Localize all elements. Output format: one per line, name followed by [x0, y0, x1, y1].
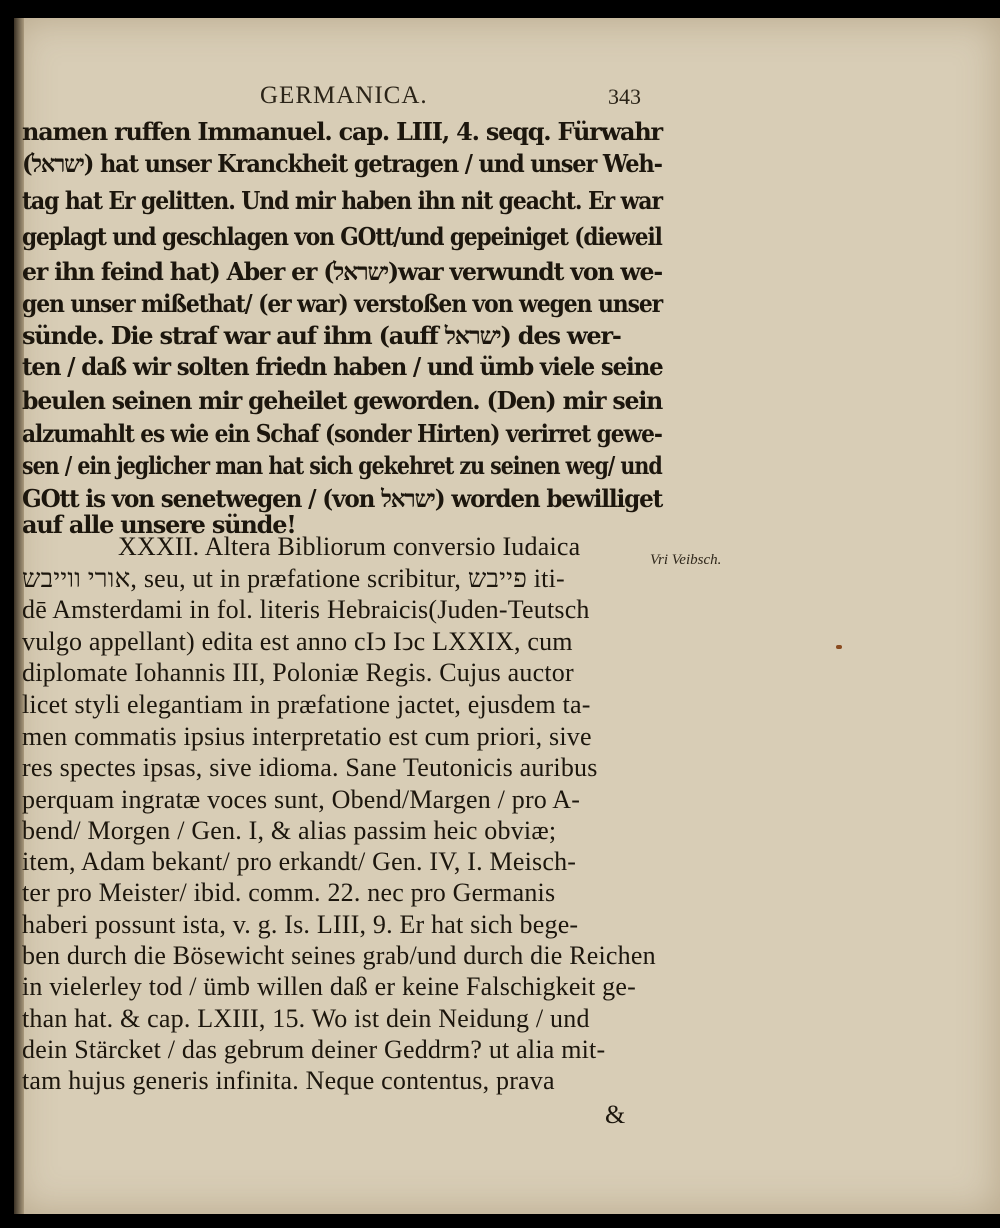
text-line: gen unser mißethat/ (er war) verstoßen von wegen unser	[22, 289, 663, 318]
text-line: men commatis ipsius interpretatio est cum priori, sive	[22, 722, 592, 751]
text-line: geplagt und geschlagen von GOtt/und gepeiniget (dieweil	[22, 222, 662, 251]
paper-speck	[836, 645, 842, 649]
text-line: dein Stärcket / das gebrum deiner Geddrm? ut alia mit-	[22, 1035, 606, 1064]
running-title: GERMANICA.	[260, 82, 428, 109]
margin-note: Vri Veibsch.	[650, 552, 722, 568]
text-line: sünde. Die straf war auf ihm (auff ישראל) des wer-	[22, 321, 621, 350]
text-line: beulen seinen mir geheilet geworden. (Den) mir sein	[22, 386, 663, 415]
text-line: res spectes ipsas, sive idioma. Sane Teutonicis auribus	[22, 753, 598, 782]
text-line: dē Amsterdami in fol. literis Hebraicis(Juden-Teutsch	[22, 595, 590, 624]
page-number: 343	[608, 84, 641, 109]
text-line: (ישראל) hat unser Kranckheit getragen / und unser Weh-	[22, 149, 662, 178]
paragraph-start-line: XXXII. Altera Bibliorum conversio Iudaica	[118, 532, 581, 561]
text-line: tag hat Er gelitten. Und mir haben ihn nit geacht. Er war	[22, 186, 662, 215]
text-line: אורי ווייבש, seu, ut in præfatione scribitur, פייבש iti-	[22, 564, 565, 593]
text-line: item, Adam bekant/ pro erkandt/ Gen. IV, I. Meisch-	[22, 847, 577, 876]
text-line: bend/ Morgen / Gen. I, & alias passim heic obviæ;	[22, 816, 557, 845]
text-line: ben durch die Bösewicht seines grab/und durch die Reichen	[22, 941, 656, 970]
text-line: ter pro Meister/ ibid. comm. 22. nec pro Germanis	[22, 878, 556, 907]
text-line: ten / daß wir solten friedn haben / und ümb viele seine	[22, 352, 663, 381]
text-line: er ihn feind hat) Aber er (ישראל)war verwundt von we-	[22, 257, 662, 286]
text-line: namen ruffen Immanuel. cap. LIII, 4. seqq. Fürwahr	[22, 117, 662, 146]
text-line: in vielerley tod / ümb willen daß er keine Falschigkeit ge-	[22, 972, 636, 1001]
text-line: sen / ein jeglicher man hat sich gekehret zu seinen weg/ und	[22, 451, 662, 480]
catchword: &	[605, 1100, 626, 1129]
text-line: GOtt is von senetwegen / (von ישראל) worden bewilliget	[22, 484, 663, 513]
text-line: haberi possunt ista, v. g. Is. LIII, 9. Er hat sich bege-	[22, 910, 579, 939]
text-line: vulgo appellant) edita est anno cIↄ Iↄc LXXIX, cum	[22, 627, 573, 656]
text-line: alzumahlt es wie ein Schaf (sonder Hirten) verirret gewe-	[22, 419, 662, 448]
text-line: perquam ingratæ voces sunt, Obend/Margen / pro A-	[22, 785, 581, 814]
text-line: licet styli elegantiam in præfatione jactet, ejusdem ta-	[22, 690, 591, 719]
text-line: diplomate Iohannis III, Poloniæ Regis. Cujus auctor	[22, 658, 574, 687]
text-line: auf alle unsere sünde!	[22, 510, 296, 539]
text-line: than hat. & cap. LXIII, 15. Wo ist dein Neidung / und	[22, 1004, 590, 1033]
text-line: tam hujus generis infinita. Neque contentus, prava	[22, 1066, 555, 1095]
